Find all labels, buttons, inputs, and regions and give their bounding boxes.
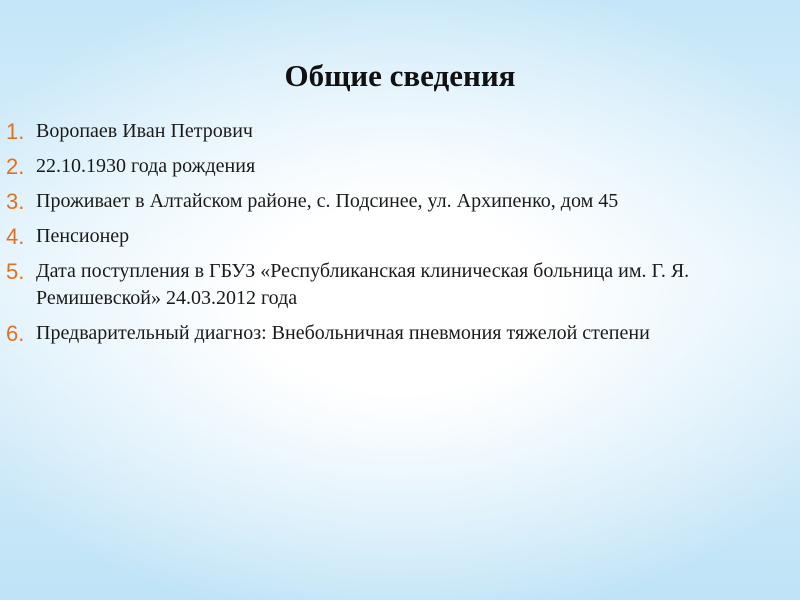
list-item [6,320,776,347]
list-item-text: 22.10.1930 года рождения [36,155,256,177]
info-list [6,118,776,355]
list-item [6,223,776,250]
list-item-text: Дата поступления в ГБУЗ «Республиканская клиническая больница им. Г. Я. Ремишевской» 24.03.2012 года [36,260,690,309]
list-item-text: Предварительный диагноз: Внебольничная пневмония тяжелой степени [36,322,650,344]
list-item [6,188,776,215]
list-item [6,118,776,145]
list-item [6,153,776,180]
list-item-text: Воропаев Иван Петрович [36,120,253,142]
list-item-number: 5. [6,259,25,284]
list-item-number: 6. [6,321,25,346]
list-item-number: 4. [6,224,25,249]
list-item-number: 2. [6,154,25,179]
list-item-number: 1. [6,119,25,144]
slide-title: Общие сведения [284,58,516,93]
list-item-text: Проживает в Алтайском районе, с. Подсинее, ул. Архипенко, дом 45 [36,190,619,212]
list-item-number: 3. [6,189,25,214]
list-item-text: Пенсионер [36,225,130,247]
list-item [6,258,776,312]
